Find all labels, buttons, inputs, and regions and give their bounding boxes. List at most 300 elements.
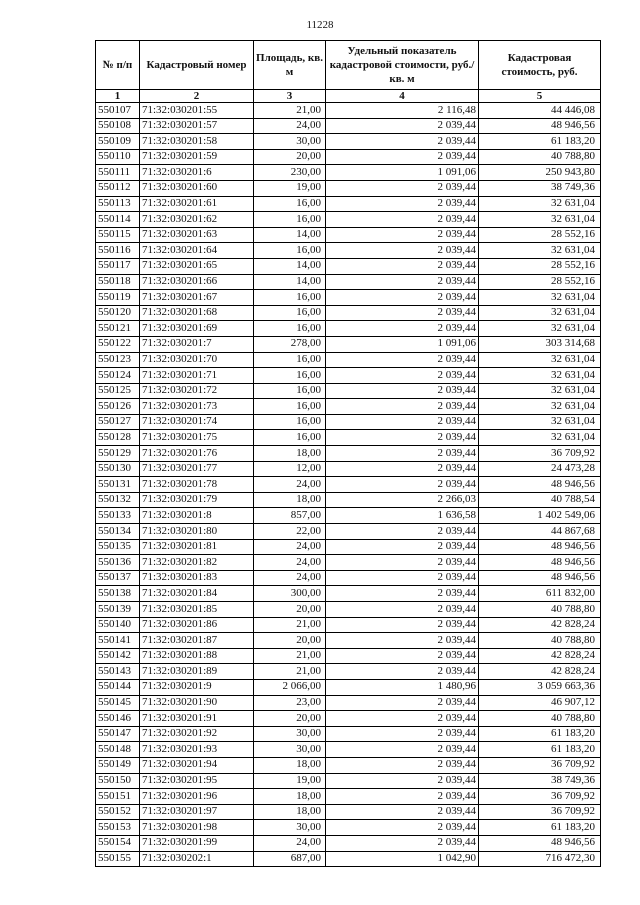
cadastral-number-cell: 71:32:030201:77 bbox=[140, 461, 254, 477]
area-cell: 230,00 bbox=[254, 165, 326, 181]
unit-value-cell: 2 039,44 bbox=[326, 180, 479, 196]
cadastral-value-cell: 38 749,36 bbox=[479, 180, 601, 196]
cadastral-number-cell: 71:32:030201:72 bbox=[140, 383, 254, 399]
table-row bbox=[96, 352, 601, 368]
cadastral-value-cell: 32 631,04 bbox=[479, 368, 601, 384]
table-row bbox=[96, 617, 601, 633]
area-cell: 20,00 bbox=[254, 633, 326, 649]
row-number-cell: 550114 bbox=[96, 212, 140, 228]
cadastral-number-cell: 71:32:030201:57 bbox=[140, 118, 254, 134]
table-row bbox=[96, 679, 601, 695]
unit-value-cell: 2 039,44 bbox=[326, 212, 479, 228]
cadastral-number-cell: 71:32:030201:79 bbox=[140, 492, 254, 508]
row-number-cell: 550113 bbox=[96, 196, 140, 212]
unit-value-cell: 2 039,44 bbox=[326, 617, 479, 633]
cadastral-number-cell: 71:32:030201:80 bbox=[140, 524, 254, 540]
table-row bbox=[96, 757, 601, 773]
cadastral-number-cell: 71:32:030202:1 bbox=[140, 851, 254, 867]
area-cell: 24,00 bbox=[254, 539, 326, 555]
cadastral-number-cell: 71:32:030201:86 bbox=[140, 617, 254, 633]
table-row bbox=[96, 134, 601, 150]
area-cell: 16,00 bbox=[254, 399, 326, 415]
cadastral-number-cell: 71:32:030201:64 bbox=[140, 243, 254, 259]
table-row bbox=[96, 414, 601, 430]
row-number-cell: 550143 bbox=[96, 664, 140, 680]
cadastral-value-cell: 48 946,56 bbox=[479, 570, 601, 586]
area-cell: 23,00 bbox=[254, 695, 326, 711]
table-row bbox=[96, 695, 601, 711]
unit-value-cell: 1 042,90 bbox=[326, 851, 479, 867]
table-row bbox=[96, 789, 601, 805]
cadastral-number-cell: 71:32:030201:7 bbox=[140, 336, 254, 352]
cadastral-value-cell: 40 788,54 bbox=[479, 492, 601, 508]
area-cell: 24,00 bbox=[254, 570, 326, 586]
area-cell: 16,00 bbox=[254, 243, 326, 259]
table-row bbox=[96, 835, 601, 851]
cadastral-value-cell: 48 946,56 bbox=[479, 555, 601, 571]
unit-value-cell: 2 039,44 bbox=[326, 602, 479, 618]
cadastral-number-cell: 71:32:030201:65 bbox=[140, 258, 254, 274]
unit-value-cell: 2 039,44 bbox=[326, 321, 479, 337]
unit-value-cell: 2 039,44 bbox=[326, 835, 479, 851]
row-number-cell: 550155 bbox=[96, 851, 140, 867]
area-cell: 16,00 bbox=[254, 290, 326, 306]
unit-value-cell: 2 039,44 bbox=[326, 757, 479, 773]
cadastral-number-cell: 71:32:030201:96 bbox=[140, 789, 254, 805]
area-cell: 857,00 bbox=[254, 508, 326, 524]
row-number-cell: 550133 bbox=[96, 508, 140, 524]
row-number-cell: 550136 bbox=[96, 555, 140, 571]
cadastral-number-cell: 71:32:030201:81 bbox=[140, 539, 254, 555]
table-row bbox=[96, 196, 601, 212]
unit-value-cell: 1 480,96 bbox=[326, 679, 479, 695]
row-number-cell: 550147 bbox=[96, 726, 140, 742]
row-number-cell: 550142 bbox=[96, 648, 140, 664]
row-number-cell: 550148 bbox=[96, 742, 140, 758]
table-row bbox=[96, 212, 601, 228]
cadastral-value-cell: 40 788,80 bbox=[479, 602, 601, 618]
row-number-cell: 550151 bbox=[96, 789, 140, 805]
row-number-cell: 550135 bbox=[96, 539, 140, 555]
cadastral-number-cell: 71:32:030201:63 bbox=[140, 227, 254, 243]
row-number-cell: 550150 bbox=[96, 773, 140, 789]
cadastral-number-cell: 71:32:030201:94 bbox=[140, 757, 254, 773]
row-number-cell: 550111 bbox=[96, 165, 140, 181]
cadastral-number-cell: 71:32:030201:83 bbox=[140, 570, 254, 586]
header-unit-value: Удельный показатель кадастровой стоимости, руб./кв. м bbox=[326, 41, 479, 90]
cadastral-number-cell: 71:32:030201:88 bbox=[140, 648, 254, 664]
header-cadastral-number: Кадастровый номер bbox=[140, 41, 254, 90]
cadastral-value-cell: 611 832,00 bbox=[479, 586, 601, 602]
cadastral-value-cell: 36 709,92 bbox=[479, 789, 601, 805]
cadastral-number-cell: 71:32:030201:95 bbox=[140, 773, 254, 789]
cadastral-number-cell: 71:32:030201:93 bbox=[140, 742, 254, 758]
cadastral-number-cell: 71:32:030201:59 bbox=[140, 149, 254, 165]
area-cell: 687,00 bbox=[254, 851, 326, 867]
column-number: 4 bbox=[326, 90, 479, 103]
table-row bbox=[96, 602, 601, 618]
cadastral-number-cell: 71:32:030201:8 bbox=[140, 508, 254, 524]
area-cell: 18,00 bbox=[254, 446, 326, 462]
row-number-cell: 550154 bbox=[96, 835, 140, 851]
header-area: Площадь, кв. м bbox=[254, 41, 326, 90]
area-cell: 24,00 bbox=[254, 477, 326, 493]
row-number-cell: 550140 bbox=[96, 617, 140, 633]
cadastral-value-cell: 61 183,20 bbox=[479, 726, 601, 742]
cadastral-value-cell: 44 867,68 bbox=[479, 524, 601, 540]
area-cell: 30,00 bbox=[254, 820, 326, 836]
table-row bbox=[96, 118, 601, 134]
table-row bbox=[96, 290, 601, 306]
table-row bbox=[96, 851, 601, 867]
cadastral-value-cell: 24 473,28 bbox=[479, 461, 601, 477]
cadastral-value-cell: 32 631,04 bbox=[479, 352, 601, 368]
unit-value-cell: 2 039,44 bbox=[326, 290, 479, 306]
cadastral-number-cell: 71:32:030201:68 bbox=[140, 305, 254, 321]
unit-value-cell: 2 039,44 bbox=[326, 134, 479, 150]
cadastral-number-cell: 71:32:030201:84 bbox=[140, 586, 254, 602]
table-row bbox=[96, 804, 601, 820]
row-number-cell: 550116 bbox=[96, 243, 140, 259]
cadastral-number-cell: 71:32:030201:71 bbox=[140, 368, 254, 384]
row-number-cell: 550110 bbox=[96, 149, 140, 165]
table-row bbox=[96, 368, 601, 384]
row-number-cell: 550109 bbox=[96, 134, 140, 150]
area-cell: 21,00 bbox=[254, 103, 326, 119]
row-number-cell: 550139 bbox=[96, 602, 140, 618]
column-number: 1 bbox=[96, 90, 140, 103]
table-row bbox=[96, 227, 601, 243]
column-number-row bbox=[96, 90, 601, 103]
row-number-cell: 550125 bbox=[96, 383, 140, 399]
unit-value-cell: 2 039,44 bbox=[326, 461, 479, 477]
table-row bbox=[96, 524, 601, 540]
cadastral-number-cell: 71:32:030201:75 bbox=[140, 430, 254, 446]
row-number-cell: 550132 bbox=[96, 492, 140, 508]
unit-value-cell: 2 039,44 bbox=[326, 648, 479, 664]
cadastral-value-cell: 38 749,36 bbox=[479, 773, 601, 789]
table-row bbox=[96, 383, 601, 399]
area-cell: 20,00 bbox=[254, 149, 326, 165]
cadastral-value-cell: 32 631,04 bbox=[479, 399, 601, 415]
unit-value-cell: 2 039,44 bbox=[326, 555, 479, 571]
row-number-cell: 550141 bbox=[96, 633, 140, 649]
cadastral-value-cell: 32 631,04 bbox=[479, 305, 601, 321]
unit-value-cell: 1 091,06 bbox=[326, 336, 479, 352]
cadastral-value-cell: 32 631,04 bbox=[479, 212, 601, 228]
cadastral-value-cell: 36 709,92 bbox=[479, 446, 601, 462]
unit-value-cell: 2 116,48 bbox=[326, 103, 479, 119]
area-cell: 16,00 bbox=[254, 383, 326, 399]
area-cell: 16,00 bbox=[254, 352, 326, 368]
cadastral-number-cell: 71:32:030201:66 bbox=[140, 274, 254, 290]
cadastral-number-cell: 71:32:030201:55 bbox=[140, 103, 254, 119]
table-row bbox=[96, 492, 601, 508]
row-number-cell: 550127 bbox=[96, 414, 140, 430]
header-cadastral-value: Кадастровая стоимость, руб. bbox=[479, 41, 601, 90]
cadastral-value-table bbox=[95, 40, 601, 867]
cadastral-number-cell: 71:32:030201:67 bbox=[140, 290, 254, 306]
cadastral-value-cell: 36 709,92 bbox=[479, 757, 601, 773]
area-cell: 19,00 bbox=[254, 773, 326, 789]
cadastral-value-cell: 250 943,80 bbox=[479, 165, 601, 181]
unit-value-cell: 2 039,44 bbox=[326, 274, 479, 290]
cadastral-number-cell: 71:32:030201:99 bbox=[140, 835, 254, 851]
unit-value-cell: 2 039,44 bbox=[326, 570, 479, 586]
table-row bbox=[96, 773, 601, 789]
row-number-cell: 550124 bbox=[96, 368, 140, 384]
row-number-cell: 550144 bbox=[96, 679, 140, 695]
cadastral-number-cell: 71:32:030201:73 bbox=[140, 399, 254, 415]
unit-value-cell: 2 039,44 bbox=[326, 789, 479, 805]
row-number-cell: 550128 bbox=[96, 430, 140, 446]
cadastral-value-cell: 48 946,56 bbox=[479, 477, 601, 493]
unit-value-cell: 1 636,58 bbox=[326, 508, 479, 524]
unit-value-cell: 2 039,44 bbox=[326, 820, 479, 836]
area-cell: 24,00 bbox=[254, 555, 326, 571]
column-number: 3 bbox=[254, 90, 326, 103]
unit-value-cell: 2 039,44 bbox=[326, 149, 479, 165]
row-number-cell: 550137 bbox=[96, 570, 140, 586]
cadastral-number-cell: 71:32:030201:61 bbox=[140, 196, 254, 212]
cadastral-value-cell: 32 631,04 bbox=[479, 321, 601, 337]
unit-value-cell: 2 039,44 bbox=[326, 742, 479, 758]
row-number-cell: 550152 bbox=[96, 804, 140, 820]
table-row bbox=[96, 305, 601, 321]
row-number-cell: 550146 bbox=[96, 711, 140, 727]
area-cell: 14,00 bbox=[254, 274, 326, 290]
page-number: 11228 bbox=[306, 19, 334, 31]
area-cell: 30,00 bbox=[254, 726, 326, 742]
table-row bbox=[96, 321, 601, 337]
area-cell: 24,00 bbox=[254, 118, 326, 134]
unit-value-cell: 2 039,44 bbox=[326, 383, 479, 399]
cadastral-value-cell: 32 631,04 bbox=[479, 290, 601, 306]
cadastral-number-cell: 71:32:030201:62 bbox=[140, 212, 254, 228]
area-cell: 18,00 bbox=[254, 789, 326, 805]
cadastral-number-cell: 71:32:030201:74 bbox=[140, 414, 254, 430]
table-body bbox=[96, 103, 601, 867]
unit-value-cell: 2 039,44 bbox=[326, 524, 479, 540]
unit-value-cell: 2 039,44 bbox=[326, 196, 479, 212]
unit-value-cell: 2 039,44 bbox=[326, 305, 479, 321]
area-cell: 18,00 bbox=[254, 804, 326, 820]
unit-value-cell: 2 266,03 bbox=[326, 492, 479, 508]
row-number-cell: 550117 bbox=[96, 258, 140, 274]
table-row bbox=[96, 820, 601, 836]
cadastral-value-cell: 32 631,04 bbox=[479, 383, 601, 399]
table-row bbox=[96, 258, 601, 274]
cadastral-value-cell: 40 788,80 bbox=[479, 633, 601, 649]
unit-value-cell: 2 039,44 bbox=[326, 118, 479, 134]
cadastral-number-cell: 71:32:030201:69 bbox=[140, 321, 254, 337]
row-number-cell: 550120 bbox=[96, 305, 140, 321]
cadastral-number-cell: 71:32:030201:91 bbox=[140, 711, 254, 727]
cadastral-value-cell: 28 552,16 bbox=[479, 274, 601, 290]
area-cell: 12,00 bbox=[254, 461, 326, 477]
row-number-cell: 550118 bbox=[96, 274, 140, 290]
area-cell: 16,00 bbox=[254, 196, 326, 212]
area-cell: 14,00 bbox=[254, 258, 326, 274]
table-row bbox=[96, 726, 601, 742]
cadastral-value-cell: 48 946,56 bbox=[479, 835, 601, 851]
cadastral-number-cell: 71:32:030201:9 bbox=[140, 679, 254, 695]
header-number: № п/п bbox=[96, 41, 140, 90]
cadastral-number-cell: 71:32:030201:89 bbox=[140, 664, 254, 680]
table-row bbox=[96, 570, 601, 586]
cadastral-number-cell: 71:32:030201:60 bbox=[140, 180, 254, 196]
table-row bbox=[96, 243, 601, 259]
cadastral-value-cell: 716 472,30 bbox=[479, 851, 601, 867]
area-cell: 21,00 bbox=[254, 664, 326, 680]
table-row bbox=[96, 336, 601, 352]
unit-value-cell: 2 039,44 bbox=[326, 773, 479, 789]
unit-value-cell: 2 039,44 bbox=[326, 243, 479, 259]
area-cell: 30,00 bbox=[254, 742, 326, 758]
table-row bbox=[96, 274, 601, 290]
cadastral-number-cell: 71:32:030201:92 bbox=[140, 726, 254, 742]
unit-value-cell: 2 039,44 bbox=[326, 726, 479, 742]
cadastral-value-cell: 32 631,04 bbox=[479, 430, 601, 446]
table-row bbox=[96, 648, 601, 664]
cadastral-number-cell: 71:32:030201:98 bbox=[140, 820, 254, 836]
cadastral-number-cell: 71:32:030201:82 bbox=[140, 555, 254, 571]
cadastral-value-cell: 40 788,80 bbox=[479, 711, 601, 727]
cadastral-number-cell: 71:32:030201:78 bbox=[140, 477, 254, 493]
table-row bbox=[96, 430, 601, 446]
row-number-cell: 550121 bbox=[96, 321, 140, 337]
area-cell: 16,00 bbox=[254, 414, 326, 430]
table-row bbox=[96, 149, 601, 165]
cadastral-number-cell: 71:32:030201:58 bbox=[140, 134, 254, 150]
table-row bbox=[96, 180, 601, 196]
row-number-cell: 550123 bbox=[96, 352, 140, 368]
cadastral-value-cell: 61 183,20 bbox=[479, 820, 601, 836]
cadastral-value-cell: 28 552,16 bbox=[479, 258, 601, 274]
area-cell: 18,00 bbox=[254, 492, 326, 508]
cadastral-number-cell: 71:32:030201:6 bbox=[140, 165, 254, 181]
row-number-cell: 550108 bbox=[96, 118, 140, 134]
cadastral-value-cell: 3 059 663,36 bbox=[479, 679, 601, 695]
unit-value-cell: 2 039,44 bbox=[326, 804, 479, 820]
unit-value-cell: 1 091,06 bbox=[326, 165, 479, 181]
unit-value-cell: 2 039,44 bbox=[326, 399, 479, 415]
area-cell: 300,00 bbox=[254, 586, 326, 602]
area-cell: 20,00 bbox=[254, 602, 326, 618]
area-cell: 20,00 bbox=[254, 711, 326, 727]
area-cell: 16,00 bbox=[254, 430, 326, 446]
area-cell: 18,00 bbox=[254, 757, 326, 773]
cadastral-number-cell: 71:32:030201:85 bbox=[140, 602, 254, 618]
cadastral-value-cell: 46 907,12 bbox=[479, 695, 601, 711]
row-number-cell: 550119 bbox=[96, 290, 140, 306]
table-row bbox=[96, 711, 601, 727]
area-cell: 21,00 bbox=[254, 648, 326, 664]
row-number-cell: 550130 bbox=[96, 461, 140, 477]
area-cell: 16,00 bbox=[254, 321, 326, 337]
cadastral-value-cell: 36 709,92 bbox=[479, 804, 601, 820]
unit-value-cell: 2 039,44 bbox=[326, 539, 479, 555]
cadastral-value-cell: 44 446,08 bbox=[479, 103, 601, 119]
area-cell: 24,00 bbox=[254, 835, 326, 851]
cadastral-value-cell: 28 552,16 bbox=[479, 227, 601, 243]
row-number-cell: 550126 bbox=[96, 399, 140, 415]
area-cell: 14,00 bbox=[254, 227, 326, 243]
unit-value-cell: 2 039,44 bbox=[326, 711, 479, 727]
header-row bbox=[96, 41, 601, 90]
cadastral-value-cell: 48 946,56 bbox=[479, 118, 601, 134]
area-cell: 19,00 bbox=[254, 180, 326, 196]
row-number-cell: 550122 bbox=[96, 336, 140, 352]
cadastral-value-cell: 61 183,20 bbox=[479, 134, 601, 150]
cadastral-number-cell: 71:32:030201:90 bbox=[140, 695, 254, 711]
cadastral-value-cell: 40 788,80 bbox=[479, 149, 601, 165]
unit-value-cell: 2 039,44 bbox=[326, 227, 479, 243]
cadastral-value-cell: 61 183,20 bbox=[479, 742, 601, 758]
cadastral-value-cell: 303 314,68 bbox=[479, 336, 601, 352]
area-cell: 2 066,00 bbox=[254, 679, 326, 695]
table-row bbox=[96, 477, 601, 493]
unit-value-cell: 2 039,44 bbox=[326, 352, 479, 368]
table-row bbox=[96, 555, 601, 571]
row-number-cell: 550134 bbox=[96, 524, 140, 540]
cadastral-value-cell: 32 631,04 bbox=[479, 414, 601, 430]
cadastral-value-cell: 42 828,24 bbox=[479, 648, 601, 664]
row-number-cell: 550145 bbox=[96, 695, 140, 711]
unit-value-cell: 2 039,44 bbox=[326, 446, 479, 462]
unit-value-cell: 2 039,44 bbox=[326, 414, 479, 430]
unit-value-cell: 2 039,44 bbox=[326, 586, 479, 602]
area-cell: 22,00 bbox=[254, 524, 326, 540]
cadastral-value-cell: 1 402 549,06 bbox=[479, 508, 601, 524]
unit-value-cell: 2 039,44 bbox=[326, 633, 479, 649]
row-number-cell: 550107 bbox=[96, 103, 140, 119]
unit-value-cell: 2 039,44 bbox=[326, 664, 479, 680]
table-row bbox=[96, 446, 601, 462]
unit-value-cell: 2 039,44 bbox=[326, 258, 479, 274]
area-cell: 16,00 bbox=[254, 368, 326, 384]
cadastral-value-cell: 32 631,04 bbox=[479, 243, 601, 259]
row-number-cell: 550129 bbox=[96, 446, 140, 462]
cadastral-number-cell: 71:32:030201:97 bbox=[140, 804, 254, 820]
unit-value-cell: 2 039,44 bbox=[326, 477, 479, 493]
cadastral-number-cell: 71:32:030201:87 bbox=[140, 633, 254, 649]
cadastral-value-cell: 42 828,24 bbox=[479, 664, 601, 680]
area-cell: 21,00 bbox=[254, 617, 326, 633]
area-cell: 16,00 bbox=[254, 212, 326, 228]
cadastral-value-cell: 48 946,56 bbox=[479, 539, 601, 555]
row-number-cell: 550115 bbox=[96, 227, 140, 243]
cadastral-number-cell: 71:32:030201:76 bbox=[140, 446, 254, 462]
cadastral-number-cell: 71:32:030201:70 bbox=[140, 352, 254, 368]
table-row bbox=[96, 399, 601, 415]
column-number: 5 bbox=[479, 90, 601, 103]
table-row bbox=[96, 103, 601, 119]
table-row bbox=[96, 165, 601, 181]
area-cell: 16,00 bbox=[254, 305, 326, 321]
row-number-cell: 550138 bbox=[96, 586, 140, 602]
unit-value-cell: 2 039,44 bbox=[326, 695, 479, 711]
row-number-cell: 550153 bbox=[96, 820, 140, 836]
cadastral-value-cell: 42 828,24 bbox=[479, 617, 601, 633]
row-number-cell: 550112 bbox=[96, 180, 140, 196]
area-cell: 30,00 bbox=[254, 134, 326, 150]
table-row bbox=[96, 586, 601, 602]
table-row bbox=[96, 633, 601, 649]
column-number: 2 bbox=[140, 90, 254, 103]
table-row bbox=[96, 508, 601, 524]
table-row bbox=[96, 461, 601, 477]
